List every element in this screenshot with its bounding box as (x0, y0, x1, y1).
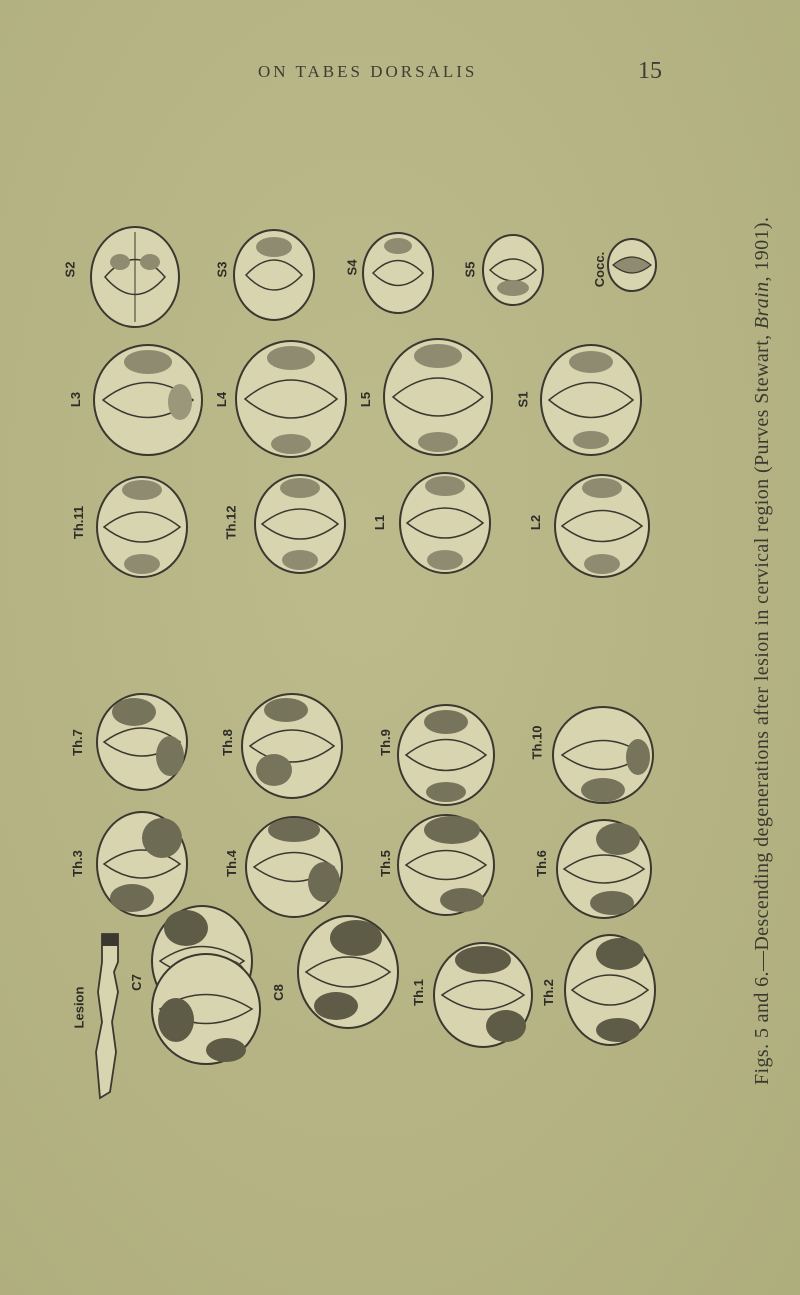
label-l2: L2 (528, 514, 544, 531)
section-l2 (550, 470, 655, 582)
label-s5: S5 (462, 261, 478, 278)
section-s3 (228, 225, 320, 325)
label-l4: L4 (214, 391, 230, 408)
label-s1: S1 (515, 391, 531, 408)
label-l1: L1 (372, 514, 388, 531)
section-s2 (85, 222, 185, 332)
section-th9 (392, 700, 500, 810)
section-c8 (146, 950, 266, 1068)
label-th6: Th.6 (533, 850, 549, 877)
label-lesion: Lesion (71, 986, 87, 1029)
label-th12: Th.12 (223, 505, 239, 540)
section-th1 (292, 912, 404, 1032)
label-c8: C8 (270, 984, 286, 1001)
running-head: ON TABES DORSALIS (258, 62, 478, 81)
section-th5 (392, 810, 500, 920)
section-th12 (250, 470, 350, 578)
label-th10: Th.10 (529, 725, 545, 760)
section-l5 (378, 334, 498, 460)
section-s5 (478, 230, 548, 310)
label-th5: Th.5 (377, 850, 393, 877)
lesion-diagram (88, 932, 128, 1102)
section-th6 (552, 815, 656, 923)
label-th3: Th.3 (69, 850, 85, 877)
section-s4 (358, 228, 438, 318)
label-th7: Th.7 (69, 729, 85, 756)
section-l1 (395, 468, 495, 578)
label-l3: L3 (68, 391, 84, 408)
caption-suffix: , 1901). (751, 216, 773, 282)
figure-caption (751, 155, 781, 1085)
section-th7 (92, 690, 192, 794)
section-th2-b (560, 930, 660, 1050)
label-s2: S2 (62, 261, 78, 278)
section-th10 (548, 702, 658, 808)
section-th8 (236, 690, 348, 802)
label-th11: Th.11 (71, 505, 87, 540)
section-th11 (92, 472, 192, 582)
label-th4: Th.4 (223, 850, 239, 877)
section-l4 (230, 336, 352, 462)
label-th1: Th.1 (410, 979, 426, 1006)
page-number: 15 (638, 58, 662, 84)
label-s3: S3 (214, 261, 230, 278)
label-th9: Th.9 (377, 729, 393, 756)
section-coccygeal (605, 235, 659, 295)
label-th2: Th.2 (540, 979, 556, 1006)
label-s4: S4 (344, 259, 360, 276)
caption-journal: Brain (751, 281, 773, 330)
label-coccygeal: Cocc. (592, 251, 608, 288)
section-l3 (88, 340, 208, 460)
label-th8: Th.8 (219, 729, 235, 756)
section-s1 (535, 340, 647, 460)
label-c7: C7 (128, 974, 144, 991)
label-l5: L5 (358, 391, 374, 408)
caption-prefix: Figs. 5 and 6.—Descending degenerations after lesion in cervical region (Purves Stewart, (751, 329, 773, 1085)
section-th2 (428, 938, 538, 1052)
